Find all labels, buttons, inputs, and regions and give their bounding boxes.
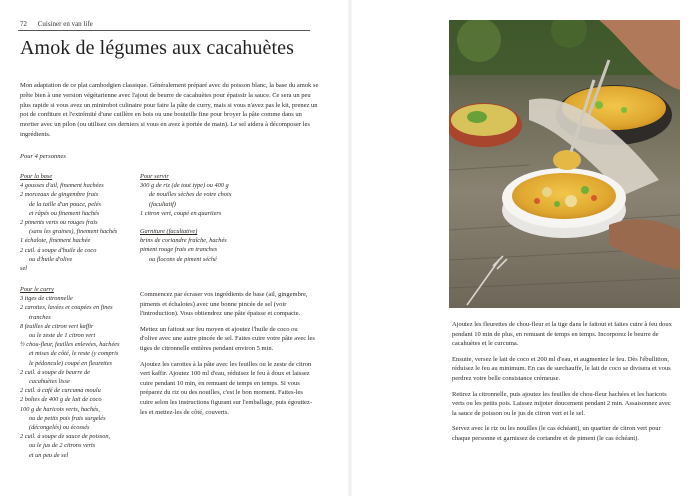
ingredient-line: ou d'huile d'olive xyxy=(29,255,73,263)
ingredient-line: 1 citron vert, coupé en quartiers xyxy=(140,209,222,217)
ingredient-line: cacahuètes lisse xyxy=(29,378,70,386)
book-title: Cuisiner en van life xyxy=(37,20,93,28)
left-page xyxy=(0,0,348,496)
ingredient-line: 1 échalote, finement hachée xyxy=(20,237,91,245)
section-heading: Pour servir xyxy=(140,173,169,180)
ingredient-line: et un peu de sel xyxy=(29,451,69,459)
ingredients-base xyxy=(20,172,140,273)
ingredient-line: 2 morceaux de gingembre frais xyxy=(20,191,99,199)
ingredients-serve xyxy=(140,172,275,264)
ingredient-line: 8 feuilles de citron vert kaffir xyxy=(20,322,94,330)
servings: Pour 4 personnes xyxy=(20,153,66,160)
ingredient-line: (facultatif) xyxy=(149,200,176,208)
ingredient-line: de nouilles sèches de votre choix xyxy=(149,191,232,199)
method-steps-right xyxy=(452,320,677,450)
ingredient-line: 2 cuil. à soupe de sauce de poisson, xyxy=(20,433,111,441)
ingredients-curry xyxy=(20,285,145,460)
ingredient-line: ou le zeste de 1 citron vert xyxy=(29,332,96,340)
dish-photo xyxy=(449,20,680,308)
ingredient-list xyxy=(140,181,275,218)
method-paragraph: Retirez la citronnelle, puis ajoutez les feuilles de chou-fleur hachées et les haricots verts ou les petits pois. Laissez mijoter doucement pendant 2 min. Assaisonnez avec la sauce de poisson ou le jus de citron vert et le sel. xyxy=(452,390,671,417)
ingredient-line: de la taille d'un pouce, pelés xyxy=(29,200,101,208)
header-rule xyxy=(18,30,310,31)
method-paragraph: Servez avec le riz ou les nouilles (le cas échéant), un quartier de citron vert pour chaque personne et garnissez de coriandre et de piment (le cas échéant). xyxy=(452,425,661,442)
ingredient-line: piment rouge frais en tranches xyxy=(140,246,218,254)
running-head xyxy=(20,20,93,28)
section-heading: Garniture (facultative) xyxy=(140,228,198,236)
ingredient-line: 2 piments verts ou rouges frais xyxy=(20,219,98,227)
ingredient-line: 300 g de riz (de tout type) ou 400 g xyxy=(140,182,229,190)
ingredient-line: sel xyxy=(20,265,27,273)
ingredient-line: ou de petits pois frais surgelés xyxy=(29,414,106,422)
ingredient-line: 2 cuil. à café de curcuma moulu xyxy=(20,387,101,395)
ingredient-line: 2 cuil. à soupe de beurre de xyxy=(20,368,90,376)
ingredient-line: 100 g de haricots verts, hachés, xyxy=(20,405,100,413)
ingredient-line: le pédoncule) coupé en fleurettes xyxy=(29,359,112,367)
method-steps-left xyxy=(140,290,315,423)
method-paragraph: Ajoutez les carottes à la pâte avec les feuilles ou le zeste de citron vert kaffir. Ajoutez 100 ml d'eau, réduisez le feu à doux et laissez cuire pendant 10 min, en remuant de temps en temps. Si vous préparez du riz ou des nouilles, c'est le bon moment. Faites-les cuire selon les instructions figurant sur l'emballage, puis égouttez-les et mettez-les de côté, couverts. xyxy=(140,360,313,416)
ingredient-line: 4 gousses d'ail, finement hachées xyxy=(20,182,104,190)
ingredient-line: 2 carottes, lavées et coupées en fines xyxy=(20,304,113,312)
method-paragraph: Ajoutez les fleurettes de chou-fleur et la tige dans le faitout et faites cuire à feu doux pendant 10 min de plus, en remuant de temps en temps. Incorporez le beurre de cacahuètes et le curcuma. xyxy=(452,321,672,348)
ingredient-line: (sans les graines), finement hachés xyxy=(29,228,118,236)
method-paragraph: Ensuite, versez le lait de coco et 200 ml d'eau, et augmentez le feu. Dès l'ébullition, réduisez le feu au minimum. En cas de surchauffe, le lait de coco se divisera et vous perdrez votre belle consistance crémeuse. xyxy=(452,355,671,382)
ingredient-line: (décongelés) ou écossés xyxy=(29,424,90,432)
page-number: 72 xyxy=(20,20,27,28)
method-paragraph: Mettez un faitout sur feu moyen et ajoutez l'huile de coco ou d'olive avec une autre pincée de sel. Faites cuire votre pâte avec les tiges de citronnelle entières pendant environ 5 min. xyxy=(140,325,315,352)
ingredient-line: et râpés ou finement hachés xyxy=(29,209,100,217)
section-heading: Pour le curry xyxy=(20,286,54,293)
recipe-title: Amok de légumes aux cacahuètes xyxy=(20,37,295,59)
ingredient-line: brins de coriandre fraîche, hachés xyxy=(140,237,227,245)
ingredient-line: 3 tiges de citronnelle xyxy=(20,295,73,303)
recipe-intro: Mon adaptation de ce plat cambodgien classique. Généralement préparé avec du poisson blanc, la base du amok se prête bien à une version végétarienne avec l'ajout de beurre de cacahuètes pour épaissir la sauce. Ce sera un peu plus rapide si vous avez un minirobot culinaire pour faire la pâte de curry, mais si vous n'avez pas le kit, prenez un pot de confiture et l'extrémité d'une cuillère en bois ou une bouteille fine pour broyer la pâte comme dans un mortier avec un pilon (ou utilisez ces derniers si vous en avez à portée de main). Le sel aidera à décomposer les ingrédients. xyxy=(20,82,319,138)
ingredient-list xyxy=(140,236,275,264)
ingredient-line: ou flocons de piment séché xyxy=(149,255,217,263)
ingredient-list xyxy=(20,294,145,460)
ingredient-line: 2 boîtes de 400 g de lait de coco xyxy=(20,396,102,404)
ingredient-list xyxy=(20,181,140,273)
ingredient-line: ½ chou-fleur, feuilles enlevées, hachées xyxy=(20,341,120,349)
ingredient-line: 2 cuil. à soupe d'huile de coco xyxy=(20,246,97,254)
ingredient-line: tranches xyxy=(29,313,51,321)
ingredient-line: ou le jus de 2 citrons verts xyxy=(29,442,96,450)
ingredient-line: et mises de côté, le reste (y compris xyxy=(29,350,119,358)
section-heading: Pour la base xyxy=(20,173,53,180)
method-paragraph: Commencez par écraser vos ingrédients de base (ail, gingembre, piments et échalotes) avec une bonne pincée de sel (voir l'introduction). Vous obtiendrez une pâte épaisse et compacte. xyxy=(140,291,308,318)
